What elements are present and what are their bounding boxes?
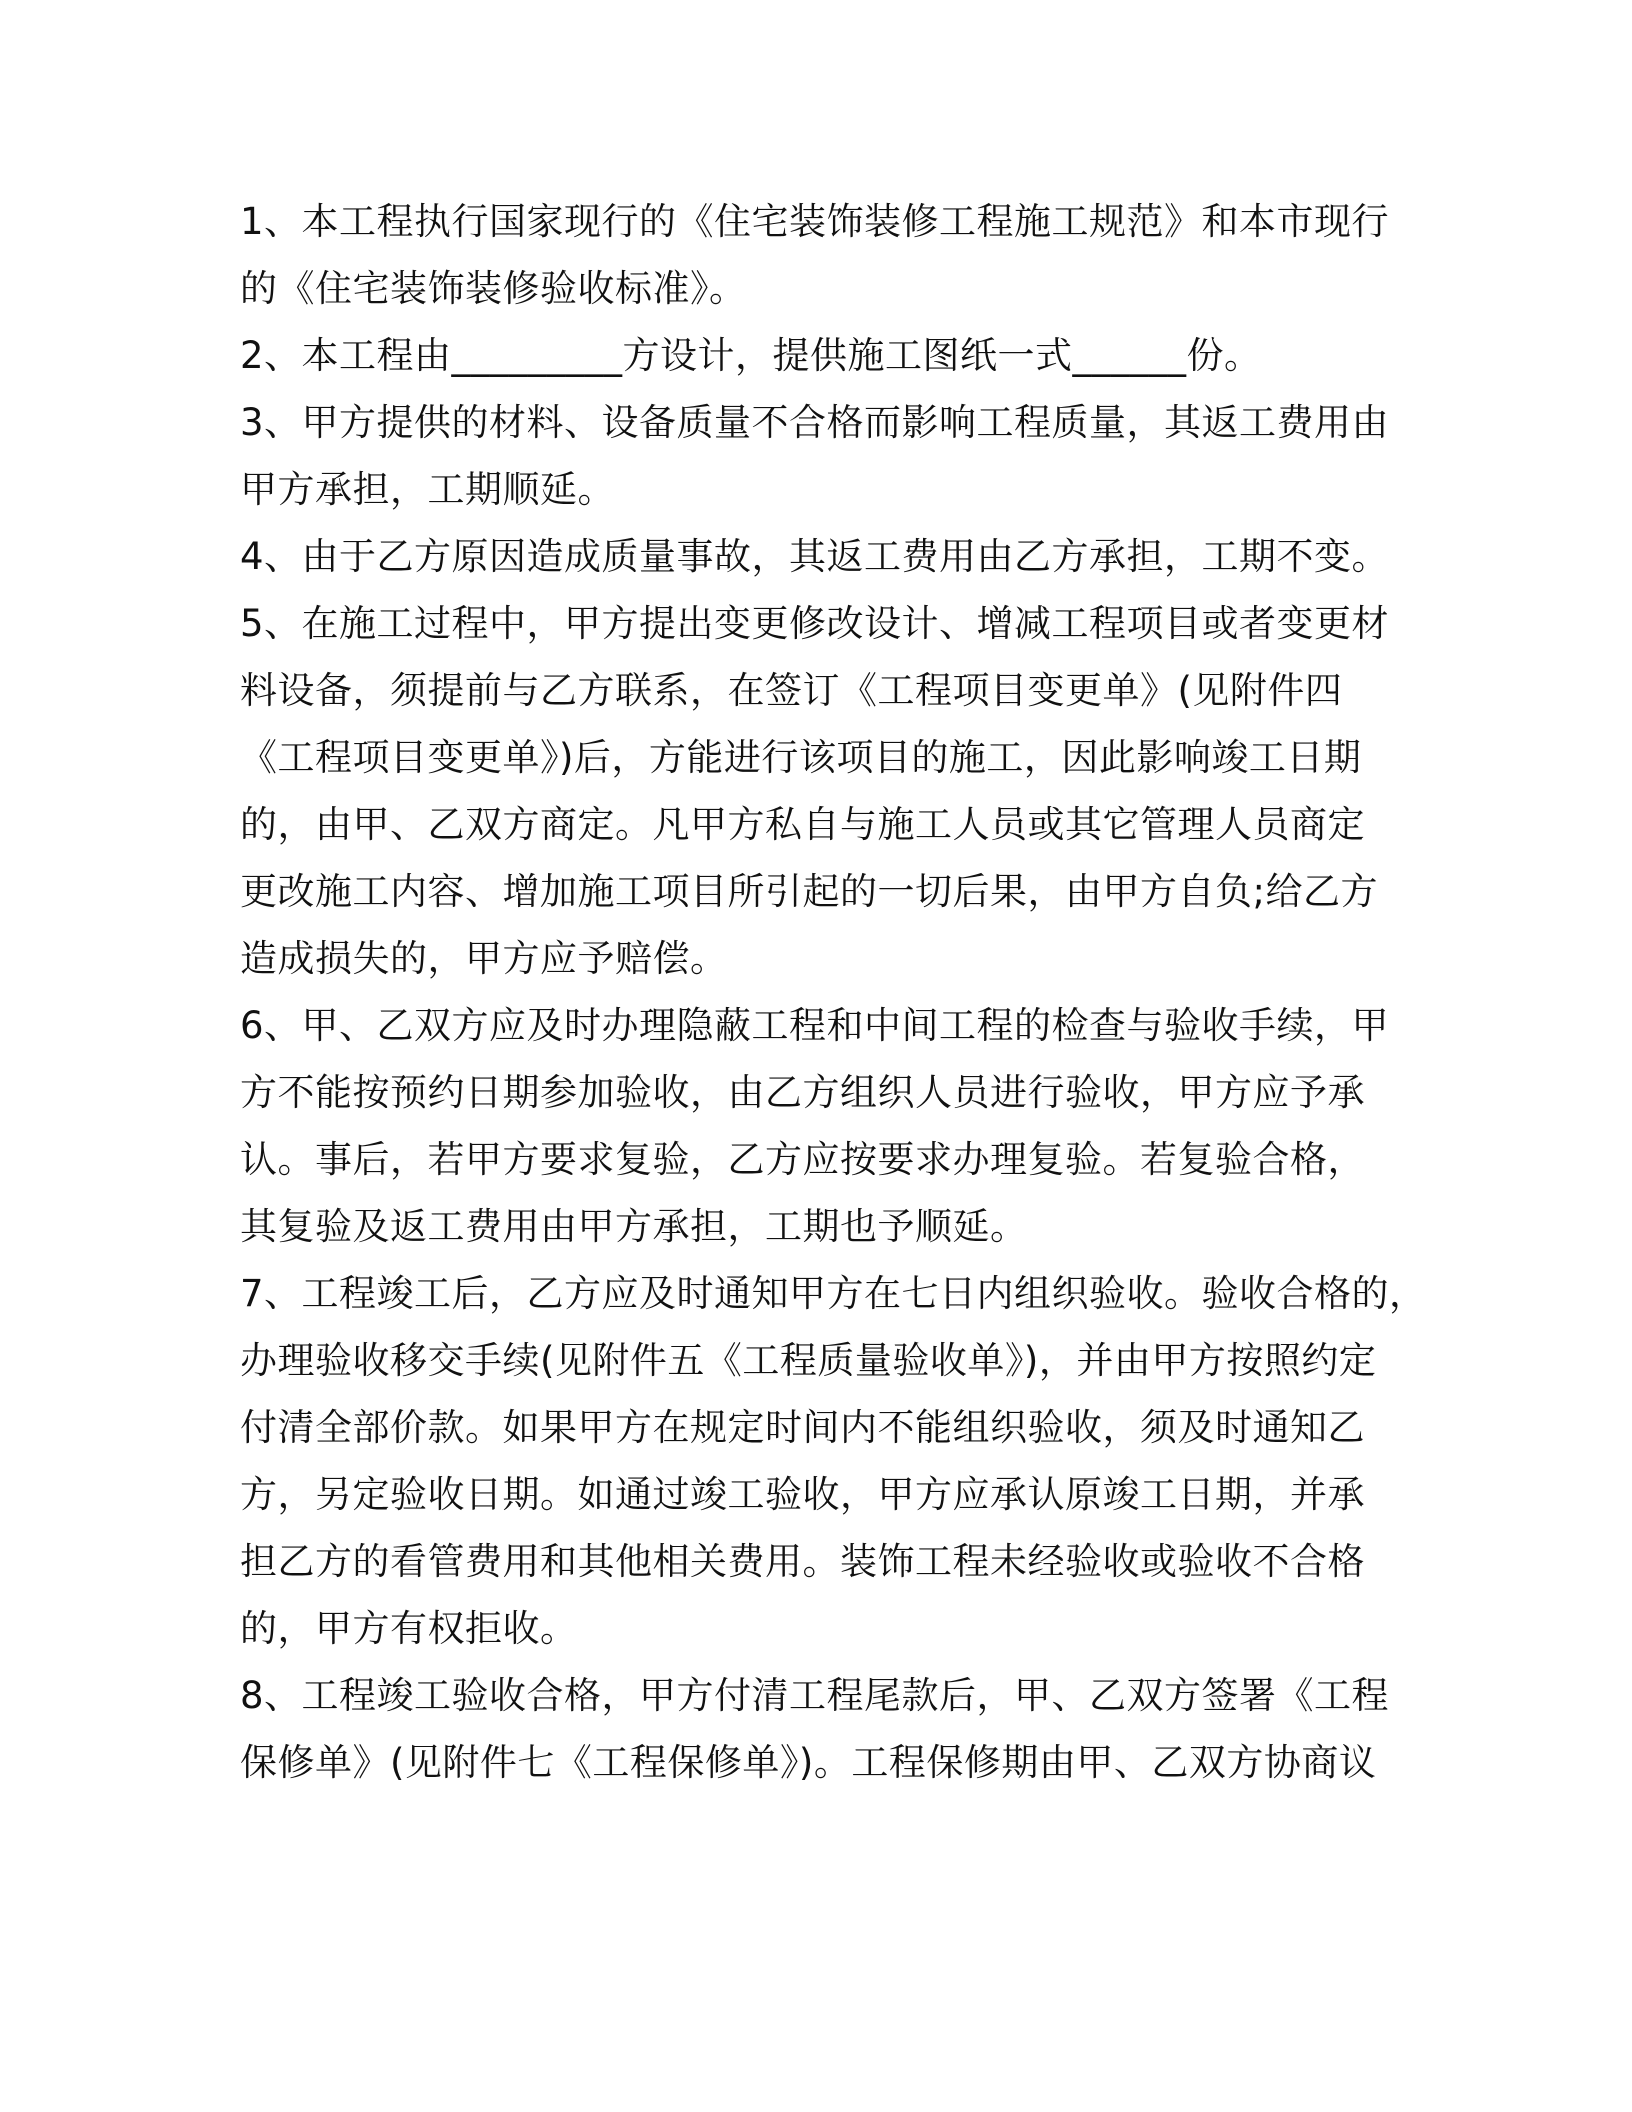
text-line: 付清全部价款。如果甲方在规定时间内不能组织验收，须及时通知乙 <box>240 1406 1365 1449</box>
text-line: 甲方承担，工期顺延。 <box>240 468 615 511</box>
text-line: 担乙方的看管费用和其他相关费用。装饰工程未经验收或验收不合格 <box>240 1540 1365 1583</box>
text-line: 认。事后，若甲方要求复验，乙方应按要求办理复验。若复验合格， <box>240 1138 1365 1181</box>
text-line: 保修单》(见附件七《工程保修单》)。工程保修期由甲、乙双方协商议 <box>240 1741 1377 1784</box>
text-line: 办理验收移交手续(见附件五《工程质量验收单》)，并由甲方按照约定 <box>240 1339 1377 1382</box>
text-line: 7、工程竣工后，乙方应及时通知甲方在七日内组织验收。验收合格的， <box>240 1272 1427 1315</box>
text-line: 方，另定验收日期。如通过竣工验收，甲方应承认原竣工日期，并承 <box>240 1473 1365 1516</box>
text-line: 造成损失的，甲方应予赔偿。 <box>240 937 728 980</box>
text-line: 4、由于乙方原因造成质量事故，其返工费用由乙方承担，工期不变。 <box>240 535 1390 578</box>
text-line: 5、在施工过程中，甲方提出变更修改设计、增减工程项目或者变更材 <box>240 602 1390 645</box>
text-line: 的《住宅装饰装修验收标准》。 <box>240 267 747 310</box>
text-line: 更改施工内容、增加施工项目所引起的一切后果，由甲方自负;给乙方 <box>240 870 1378 913</box>
text-line: 《工程项目变更单》)后，方能进行该项目的施工，因此影响竣工日期 <box>240 736 1362 779</box>
document-body <box>240 188 1427 1796</box>
text-line: 其复验及返工费用由甲方承担，工期也予顺延。 <box>240 1205 1028 1248</box>
text-line: 的，由甲、乙双方商定。凡甲方私自与施工人员或其它管理人员商定 <box>240 803 1365 846</box>
text-line: 料设备，须提前与乙方联系，在签订《工程项目变更单》(见附件四 <box>240 669 1343 712</box>
text-line: 方不能按预约日期参加验收，由乙方组织人员进行验收，甲方应予承 <box>240 1071 1365 1114</box>
text-line: 1、本工程执行国家现行的《住宅装饰装修工程施工规范》和本市现行 <box>240 200 1390 243</box>
text-line: 3、甲方提供的材料、设备质量不合格而影响工程质量，其返工费用由 <box>240 401 1390 444</box>
text-line: 6、甲、乙双方应及时办理隐蔽工程和中间工程的检查与验收手续，甲 <box>240 1004 1390 1047</box>
text-line: 2、本工程由_________方设计，提供施工图纸一式______份。 <box>240 334 1262 377</box>
text-line: 8、工程竣工验收合格，甲方付清工程尾款后，甲、乙双方签署《工程 <box>240 1674 1390 1717</box>
text-line: 的，甲方有权拒收。 <box>240 1607 578 1650</box>
